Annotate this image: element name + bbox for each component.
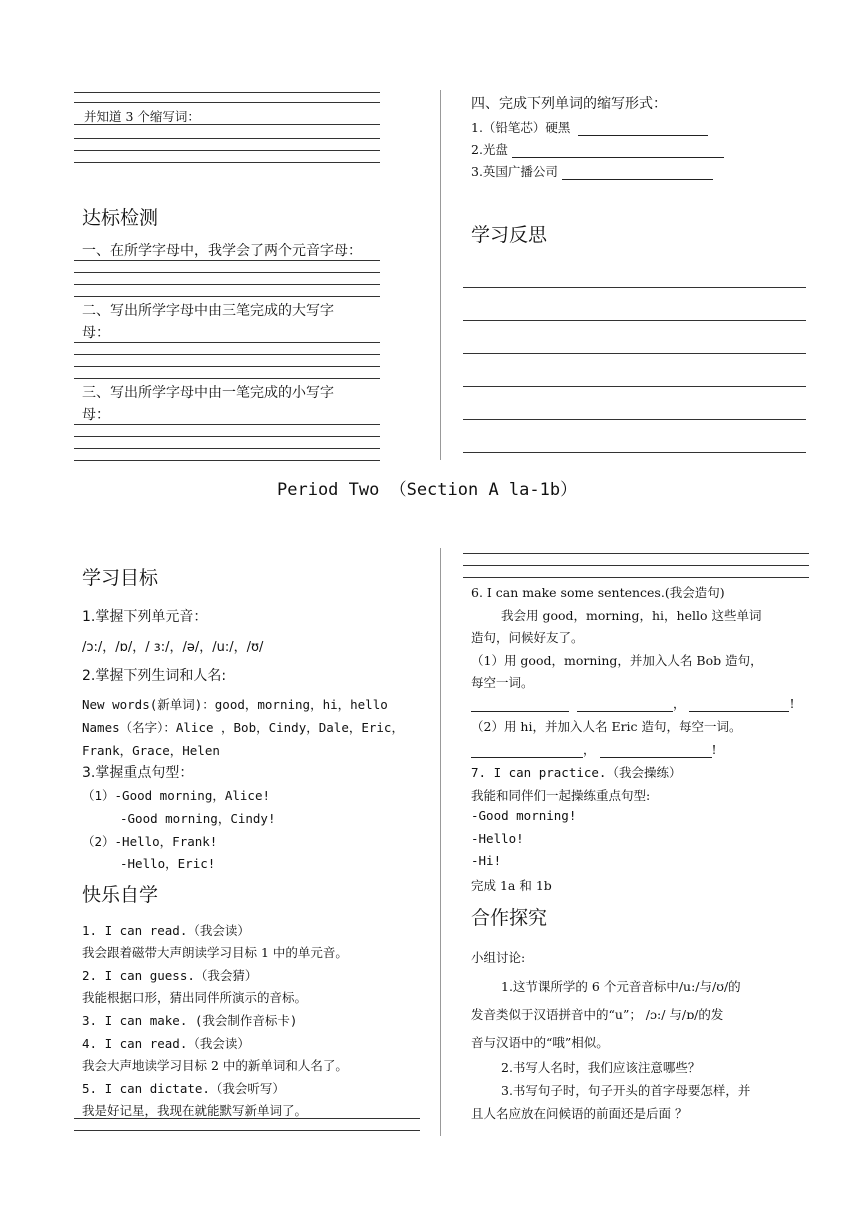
section-title-self-study: 快乐自学 xyxy=(82,884,159,906)
column-divider-bottom xyxy=(440,548,441,1136)
item-7-task: 完成 1a 和 1b xyxy=(471,878,552,893)
answer-line xyxy=(463,565,809,566)
section-title-goals: 学习目标 xyxy=(82,567,159,589)
item-6-task-2-blanks xyxy=(471,740,717,758)
answer-line xyxy=(74,284,380,285)
abbrev-item-3-label: 3.英国广播公司 xyxy=(471,164,558,179)
item-6-task-2: （2）用 hi，并加入人名 Eric 造句，每空一词。 xyxy=(471,719,742,734)
question-3-line1: 三、写出所学字母中由一笔完成的小写字 xyxy=(82,385,334,401)
sentence-2b: -Hello，Eric! xyxy=(120,856,216,871)
names-line-1: Names（名字）：Alice ，Bob，Cindy，Dale，Eric， xyxy=(82,720,404,735)
abbrev-item-3-blank[interactable] xyxy=(562,165,713,180)
answer-line xyxy=(74,366,380,367)
reflection-line[interactable] xyxy=(463,386,806,387)
answer-line xyxy=(74,102,380,103)
sentence-1a: （1）-Good morning，Alice! xyxy=(82,788,271,803)
self-item-3: 3. I can make. (我会制作音标卡) xyxy=(82,1013,298,1028)
discussion-1-line2: 发音类似于汉语拼音中的“u”； /ɔ:/ 与/ɒ/的发 xyxy=(471,1007,724,1022)
self-item-1-desc: 我会跟着磁带大声朗读学习目标 1 中的单元音。 xyxy=(82,945,348,960)
answer-line xyxy=(74,424,380,425)
discussion-3-line1: 3.书写句子时，句子开头的首字母要怎样，并 xyxy=(501,1083,751,1098)
self-item-5: 5. I can dictate.（我会听写） xyxy=(82,1081,285,1096)
reflection-line[interactable] xyxy=(463,287,806,288)
item-6: 6. I can make some sentences.(我会造句) xyxy=(471,585,725,600)
blank-field[interactable] xyxy=(600,743,712,758)
answer-line xyxy=(463,553,809,554)
answer-line xyxy=(74,448,380,449)
discussion-2: 2.书写人名时，我们应该注意哪些？ xyxy=(501,1060,701,1075)
self-item-1: 1. I can read.（我会读） xyxy=(82,923,250,938)
reflection-line[interactable] xyxy=(463,353,806,354)
new-words: New words(新单词)：good，morning，hi，hello xyxy=(82,697,388,712)
comma: ， xyxy=(672,696,686,711)
section-title-reflection: 学习反思 xyxy=(471,224,548,246)
question-4-title: 四、完成下列单词的缩写形式： xyxy=(471,96,667,112)
answer-line xyxy=(74,92,380,93)
item-6-task-1-line2: 每空一词。 xyxy=(471,675,534,690)
self-item-4-desc: 我会大声地读学习目标 2 中的新单词和人名了。 xyxy=(82,1058,348,1073)
goal-3: 3.掌握重点句型： xyxy=(82,765,194,781)
section-title-cooperation: 合作探究 xyxy=(471,907,548,929)
abbrev-item-1-blank[interactable] xyxy=(578,121,708,136)
item-6-desc-1: 我会用 good，morning，hi，hello 这些单词 xyxy=(501,608,762,623)
exclamation: ! xyxy=(789,696,795,711)
answer-line xyxy=(74,460,380,461)
answer-line xyxy=(74,150,380,151)
question-1: 一、在所学字母中，我学会了两个元音字母： xyxy=(82,243,362,259)
answer-line xyxy=(74,1118,420,1119)
blank-field[interactable] xyxy=(577,697,673,712)
blank-field[interactable] xyxy=(689,697,789,712)
item-6-task-1-line1: （1）用 good，morning，并加入人名 Bob 造句， xyxy=(471,653,763,668)
discussion-1-line1: 1.这节课所学的 6 个元音音标中/u:/与/ʊ/的 xyxy=(501,979,741,994)
item-7: 7. I can practice.（我会操练） xyxy=(471,765,682,780)
blank-field[interactable] xyxy=(471,697,569,712)
sentence-1b: -Good morning，Cindy! xyxy=(120,811,276,826)
discussion-3-line2: 且人名应放在问候语的前面还是后面 ？ xyxy=(471,1106,688,1121)
answer-line xyxy=(74,436,380,437)
reflection-line[interactable] xyxy=(463,452,806,453)
self-item-4: 4. I can read.（我会读） xyxy=(82,1036,250,1051)
period-title: Period Two （Section A la-1b） xyxy=(277,480,578,500)
exclamation: ! xyxy=(711,742,717,757)
sentence-2a: （2）-Hello，Frank! xyxy=(82,834,218,849)
item-7-line-3: -Hi! xyxy=(471,853,502,868)
item-6-desc-2: 造句，问候好友了。 xyxy=(471,630,584,645)
discussion-1-line3: 音与汉语中的“哦”相似。 xyxy=(471,1035,609,1050)
self-item-5-desc: 我是好记星，我现在就能默写新单词了。 xyxy=(82,1103,308,1118)
section-title-check: 达标检测 xyxy=(82,207,159,229)
answer-line xyxy=(74,138,380,139)
abbrev-item-3 xyxy=(471,162,713,180)
phonetic-list: /ɔ:/，/ɒ/，/ ɜ:/，/ə/，/u:/，/ʊ/ xyxy=(82,640,264,655)
answer-line xyxy=(74,378,380,379)
reflection-line[interactable] xyxy=(463,419,806,420)
item-7-line-2: -Hello! xyxy=(471,831,524,846)
self-item-2: 2. I can guess.（我会猜） xyxy=(82,968,258,983)
question-3-line2: 母： xyxy=(82,407,110,423)
answer-line xyxy=(74,296,380,297)
comma: ， xyxy=(583,742,596,757)
answer-line xyxy=(74,260,380,261)
answer-line xyxy=(74,272,380,273)
answer-line xyxy=(463,577,809,578)
item-7-desc: 我能和同伴们一起操练重点句型: xyxy=(471,788,651,803)
goal-1: 1.掌握下列单元音： xyxy=(82,609,208,625)
answer-line xyxy=(74,342,380,343)
blank-field[interactable] xyxy=(471,743,583,758)
reflection-line[interactable] xyxy=(463,320,806,321)
abbrev-line-text: 并知道 3 个缩写词： xyxy=(84,109,200,124)
question-2-line1: 二、写出所学字母中由三笔完成的大写字 xyxy=(82,303,334,319)
self-item-2-desc: 我能根据口形，猜出同伴所演示的音标。 xyxy=(82,990,308,1005)
answer-line xyxy=(74,124,380,125)
names-line-2: Frank，Grace，Helen xyxy=(82,743,220,758)
abbrev-item-1 xyxy=(471,118,708,136)
column-divider-top xyxy=(440,90,441,460)
abbrev-item-2-blank[interactable] xyxy=(512,143,724,158)
abbrev-item-2-label: 2.光盘 xyxy=(471,142,508,157)
item-6-task-1-blanks xyxy=(471,694,795,712)
answer-line xyxy=(74,1130,420,1131)
answer-line xyxy=(74,354,380,355)
group-discussion-label: 小组讨论: xyxy=(471,950,526,965)
answer-line xyxy=(74,162,380,163)
abbrev-item-2 xyxy=(471,140,724,158)
goal-2: 2.掌握下列生词和人名: xyxy=(82,668,227,684)
item-7-line-1: -Good morning! xyxy=(471,808,577,823)
abbrev-item-1-label: 1.（铅笔芯）硬黑 xyxy=(471,120,571,135)
question-2-line2: 母： xyxy=(82,325,110,341)
